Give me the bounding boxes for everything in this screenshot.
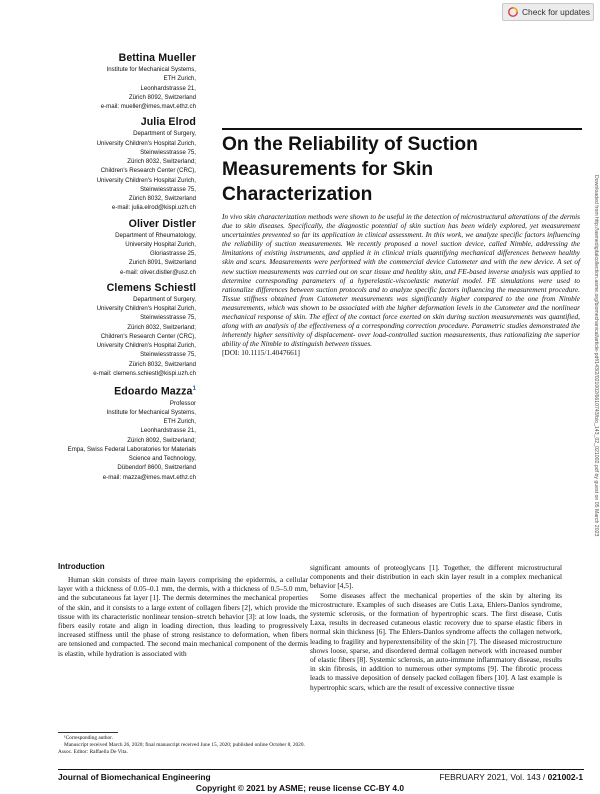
author-affiliation-line: University Children's Hospital Zurich, <box>96 342 196 349</box>
author-block <box>60 115 196 212</box>
author-affiliation-line: ETH Zurich, <box>163 75 196 83</box>
body-paragraph: Human skin consists of three main layers comprising the epidermis, a cellular layer with a thickness of 0.05–0.1 mm, the dermis, with a thickness of 0.5–5.0 mm, and the subcutaneous fat layer [1]. The dermis determines the mechanical properties of the skin, and it consists to a large extent of collagen fibers [2], which provide the tissue with its characteristic nonlinear tension–stretch behavior [3]: at low loads, the fibers easily rotate and align in loading direction, thus leading to progressively increased stiffness until the phase of strong resistance to deformation, when fibers are tensioned and compacted. The second main mechanical component of the dermis is elastin, while hydration is associated with <box>58 575 308 658</box>
body-paragraph: Some diseases affect the mechanical properties of the skin by altering its microstructure. Examples of such diseases are Cutis Laxa, Ehlers-Danlos syndrome, systemic sclerosis, or the formation of hypertrophic scars. The first disease, Cutis Laxa, results in decreased cutaneous elastic recovery due to sparse elastic fibers in normal skin thickness [6]. The Ehlers-Danlos syndrome affects the collagen network, leading to fragility and hyperextensibility of the skin [7]. The diseased microstructure shows loose, sparse, and disordered dermal collagen network with increased number of elastic fibers [8]. Systemic sclerosis, an auto-immune inflammatory disease, results in skin fibrosis, in addition to numerous other symptoms [9]. The fibrotic process leads to massive deposition of densely packed collagen fibers [10]. A last example is hypertrophic scars, which are the result of excessive connective tissue <box>310 590 562 692</box>
paper-title: On the Reliability of Suction Measurements for Skin Characterization <box>222 134 478 205</box>
author-name: Bettina Mueller <box>118 52 196 64</box>
check-for-updates-label: Check for updates <box>522 7 590 17</box>
update-check-icon <box>508 7 518 17</box>
download-watermark <box>590 175 600 775</box>
author-affiliation-line: Zürich 8092, Switzerland; <box>127 436 196 444</box>
author-affiliation-line: Professor <box>169 399 196 407</box>
issue-info <box>439 772 583 782</box>
author-block <box>60 217 196 277</box>
author-affiliation-line: Institute for Mechanical Systems, <box>106 408 196 416</box>
doi-link[interactable]: [DOI: 10.1115/1.4047661] <box>222 348 300 358</box>
author-affiliation-line: Steinwiesstrasse 75, <box>140 148 196 156</box>
author-affiliation-line: Empa, Swiss Federal Laboratories for Materials <box>67 445 196 453</box>
author-name: Julia Elrod <box>140 116 196 129</box>
author-affiliation-line: ETH Zurich, <box>163 418 196 426</box>
corresponding-author-marker[interactable]: 1 <box>192 386 196 392</box>
author-name: Edoardo Mazza$^1$ <box>114 385 196 398</box>
copyright-notice: Copyright © 2021 by ASME; reuse license CC-BY 4.0 <box>195 783 405 793</box>
author-affiliation-line: Zürich 8032, Switzerland <box>128 195 196 202</box>
issue-separator: / <box>540 772 548 782</box>
footnote-manuscript-history: Manuscript received March 26, 2020; final manuscript received June 15, 2020; published online October 8, 2020. Assoc. Editor: Raffaella De Vita. <box>58 742 305 756</box>
author-affiliation-line: Children's Research Center (CRC), <box>100 332 196 340</box>
footer-rule <box>58 769 584 770</box>
author-affiliation-line: University Children's Hospital Zurich, <box>96 139 196 147</box>
author-affiliation-line: Department of Surgery, <box>133 130 196 138</box>
body-column-left <box>58 561 308 658</box>
article-number: 021002-1 <box>547 772 583 782</box>
footnote-rule <box>58 732 118 733</box>
author-affiliation-line: Leonhardstrasse 21, <box>140 427 196 435</box>
author-affiliation-line: Zurich 8091, Switzerland <box>128 259 196 267</box>
author-email[interactable]: e-mail: clemens.schiestl@kispi.uzh.ch <box>93 369 196 377</box>
author-affiliation-line: Department of Surgery, <box>133 295 196 303</box>
author-name: Oliver Distler <box>128 217 196 230</box>
author-affiliation-line: Department of Rheumatology, <box>115 231 196 239</box>
author-affiliation-line: Zürich 8032, Switzerland; <box>127 323 196 331</box>
author-name: Clemens Schiestl <box>106 281 196 294</box>
author-block <box>60 281 196 378</box>
author-affiliation-line: Leonhardstrasse 21, <box>140 84 196 92</box>
download-watermark-text: Downloaded from http://asmedigitalcollection.asme.org/biomechanical/article-pdf/143/2/021002/6610743/bio_143_02_021002.pdf by guest on 05 March 2023 <box>593 175 599 537</box>
author-affiliation-line: Steinwiesstrasse 75, <box>140 185 196 193</box>
author-affiliation-line: Zürich 8032, Switzerland; <box>127 158 196 165</box>
author-email[interactable]: e-mail: oliver.distler@usz.ch <box>120 268 196 276</box>
author-affiliation-line: Steinwiesstrasse 75, <box>140 351 196 359</box>
journal-name: Journal of Biomechanical Engineering <box>58 772 211 782</box>
author-affiliation-line: University Children's Hospital Zurich, <box>96 176 196 184</box>
author-affiliation-line: Steinwiesstrasse 75, <box>140 314 196 322</box>
author-affiliation-line: Science and Technology, <box>128 455 196 463</box>
author-affiliation-line: Children's Research Center (CRC), <box>100 167 196 175</box>
title-rule <box>222 128 582 130</box>
body-paragraph: significant amounts of proteoglycans [1]. Together, the different microstructural components and their distribution in each skin layer result in a complex mechanical behavior [4,5]. <box>310 563 562 591</box>
author-affiliation-line: Zürich 8032, Switzerland <box>128 360 196 368</box>
footnotes <box>58 735 308 757</box>
author-email[interactable]: e-mail: julia.elrod@kispi.uzh.ch <box>111 204 196 212</box>
author-block <box>60 382 196 482</box>
section-heading-introduction: Introduction <box>58 562 105 571</box>
footnote-corresponding-author: ¹Corresponding author. <box>64 735 113 741</box>
author-affiliation-line: University Hospital Zurich, <box>125 240 196 248</box>
author-email[interactable]: e-mail: mueller@imes.mavt.ethz.ch <box>100 103 196 110</box>
check-for-updates-badge[interactable] <box>502 3 594 21</box>
body-column-right <box>310 563 562 692</box>
author-block <box>60 51 196 111</box>
abstract-text: In vivo skin characterization methods were shown to be useful in the detection of microstructural alterations of the dermis due to skin diseases. Specifically, the diagnostic potential of skin suction has been widely explored, yet measurement uncertainties prevented so far its application in clinical assessment. In this work, we analyze specific factors influencing the reliability of suction measurements. We recently proposed a novel suction device, called Nimble, addressing the limitations of existing instruments, and applied it in clinical trials quantifying mechanical differences between healthy skin and scars. Measurements were performed with the commercial device Cutometer and with the new device. A set of new suction measurements was carried out on scar tissue and healthy skin, and FE-based inverse analysis was applied to determine corresponding parameters of a hyperelastic-viscoelastic material model. FE simulations were used to rationalize differences between suction protocols and to analyze specific factors influencing the measurement procedure. Tissue stiffness obtained from Cutometer measurements was significantly higher compared to the one from Nimble measurements, which was shown to be associated with the higher deformation levels in the Cutometer and the nonlinear mechanical response of skin. The effect of the contact force exerted on skin during suction measurements was quantified, along with an analysis of the effectiveness of a corresponding correction procedure. Parametric studies demonstrated the inherently higher sensitivity of displacement- over load-controlled suction measurements, thus rationalizing the superior ability of the Nimble to distinguish between tissues. <box>222 212 580 349</box>
author-affiliation-line: Gloriastrasse 25, <box>149 250 196 257</box>
author-email[interactable]: e-mail: mazza@imes.mavt.ethz.ch <box>102 473 196 481</box>
author-affiliation-line: University Children's Hospital Zurich, <box>96 305 196 312</box>
issue-date: FEBRUARY 2021, Vol. 143 <box>439 772 541 782</box>
author-list <box>60 51 196 486</box>
author-affiliation-line: Institute for Mechanical Systems, <box>106 66 196 73</box>
author-affiliation-line: Zürich 8092, Switzerland <box>128 93 196 101</box>
abstract <box>222 212 580 358</box>
author-affiliation-line: Dübendorf 8600, Switzerland <box>117 464 196 472</box>
